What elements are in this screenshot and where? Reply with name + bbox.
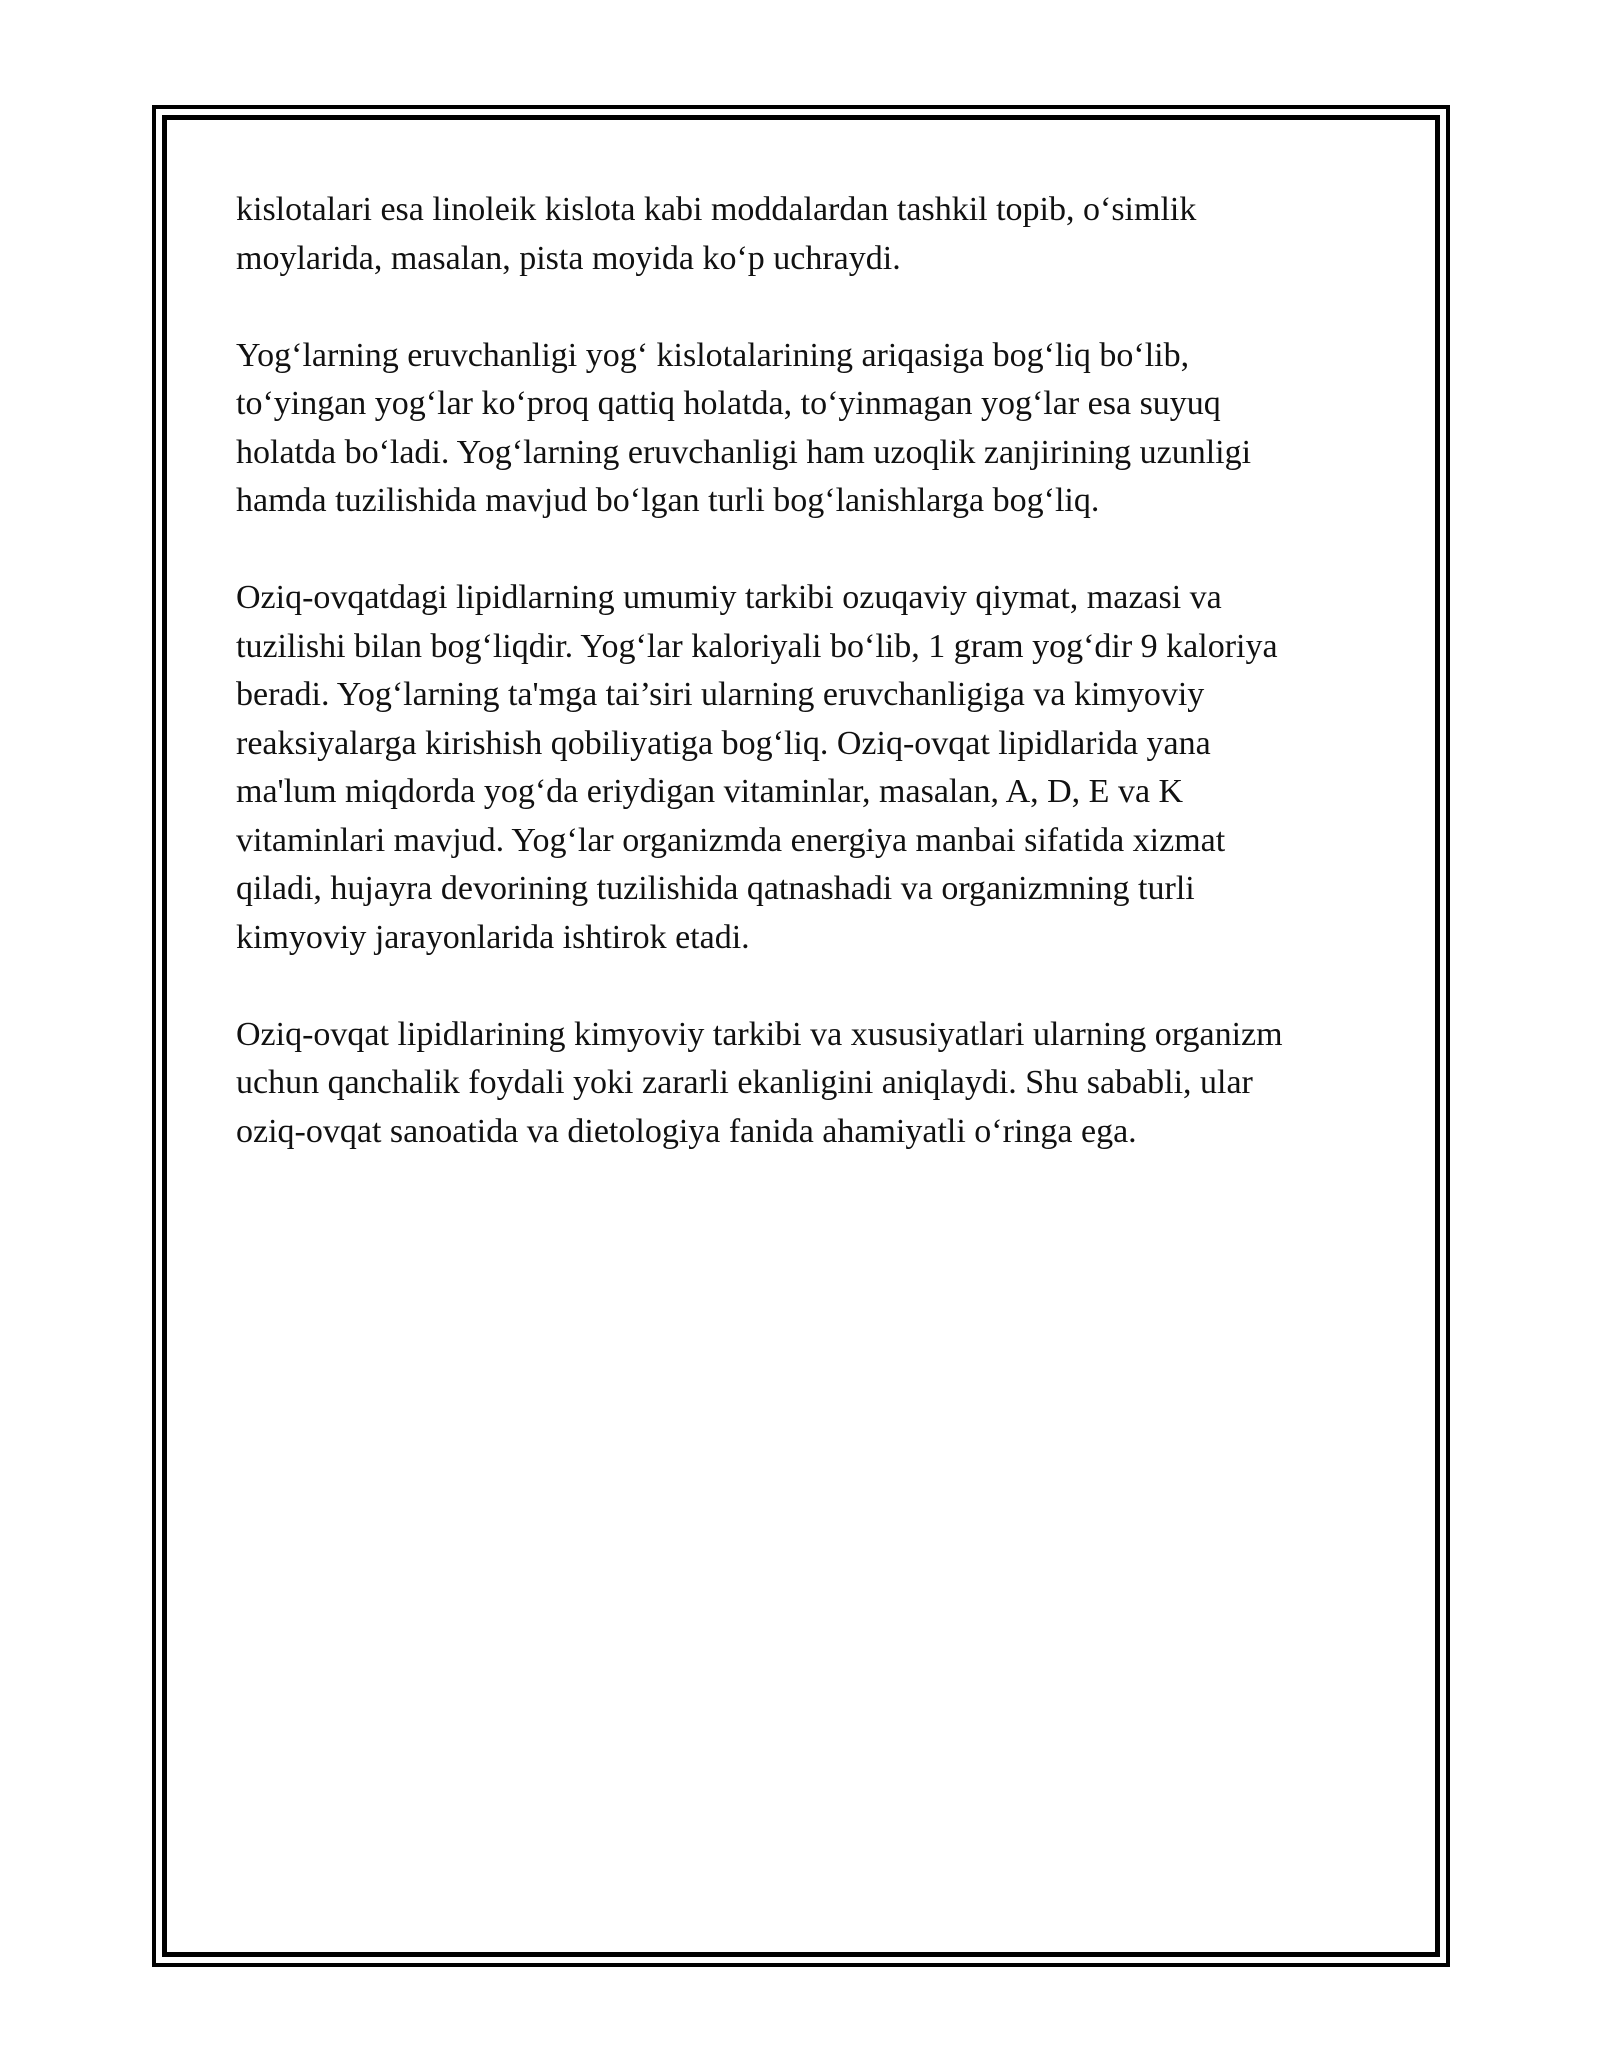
paragraph-1 <box>236 186 1376 283</box>
paragraph-4 <box>236 1011 1376 1157</box>
document-body <box>236 186 1376 1205</box>
text-line: reaksiyalarga kirishish qobiliyatiga bog‘liq. Oziq-ovqat lipidlarida yana <box>236 724 1211 762</box>
text-line: Oziq-ovqatdagi lipidlarning umumiy tarkibi ozuqaviy qiymat, mazasi va <box>236 579 1222 616</box>
text-line: tuzilishi bilan bog‘liqdir. Yog‘lar kaloriyali bo‘lib, 1 gram yog‘dir 9 kaloriya <box>236 627 1278 665</box>
paragraph-2 <box>236 332 1376 526</box>
text-line: hamda tuzilishida mavjud bo‘lgan turli bog‘lanishlarga bog‘liq. <box>236 482 1100 519</box>
text-line: ma'lum miqdorda yog‘da eriydigan vitaminlar, masalan, A, D, E va K <box>236 773 1184 810</box>
text-line: moylarida, masalan, pista moyida ko‘p uchraydi. <box>236 239 901 277</box>
text-line: to‘yingan yog‘lar ko‘proq qattiq holatda, to‘yinmagan yog‘lar esa suyuq <box>236 385 1221 422</box>
text-line: qiladi, hujayra devorining tuzilishida qatnashadi va organizmning turli <box>236 870 1195 907</box>
text-line: kimyoviy jarayonlarida ishtirok etadi. <box>236 918 750 956</box>
text-line: kislotalari esa linoleik kislota kabi moddalardan tashkil topib, o‘simlik <box>236 191 1197 228</box>
text-line: Yog‘larning eruvchanligi yog‘ kislotalarining ariqasiga bog‘liq bo‘lib, <box>236 336 1190 374</box>
paragraph-3 <box>236 574 1376 962</box>
text-line: holatda bo‘ladi. Yog‘larning eruvchanligi ham uzoqlik zanjirining uzunligi <box>236 433 1252 471</box>
text-line: beradi. Yog‘larning ta'mga tai’siri ularning eruvchanligiga va kimyoviy <box>236 676 1205 713</box>
text-line: Oziq-ovqat lipidlarining kimyoviy tarkibi va xususiyatlari ularning organizm <box>236 1015 1283 1053</box>
text-line: vitaminlari mavjud. Yog‘lar organizmda energiya manbai sifatida xizmat <box>236 821 1226 859</box>
text-line: uchun qanchalik foydali yoki zararli ekanligini aniqlaydi. Shu sababli, ular <box>236 1064 1253 1101</box>
text-line: oziq-ovqat sanoatida va dietologiya fanida ahamiyatli o‘ringa ega. <box>236 1112 1137 1150</box>
